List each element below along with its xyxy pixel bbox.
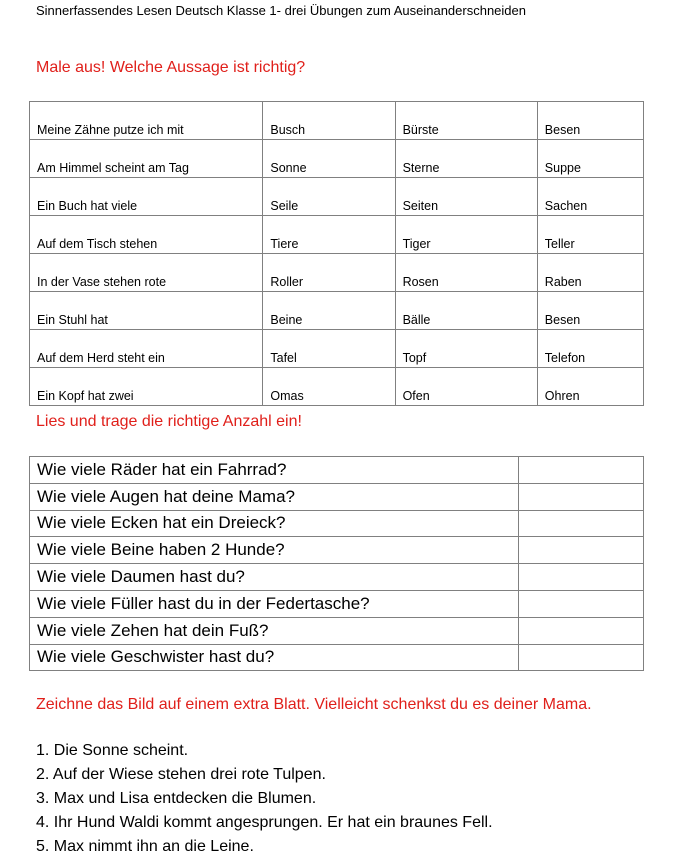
question-cell: Wie viele Ecken hat ein Dreieck? [30, 510, 519, 537]
option-cell[interactable]: Besen [537, 102, 643, 140]
answer-cell[interactable] [518, 457, 643, 484]
option-cell[interactable]: Raben [537, 254, 643, 292]
section2-heading: Lies und trage die richtige Anzahl ein! [36, 413, 302, 430]
option-cell[interactable]: Sonne [263, 140, 395, 178]
table-row [30, 330, 644, 368]
list-item: 5. Max nimmt ihn an die Leine. [36, 838, 254, 855]
answer-cell[interactable] [518, 537, 643, 564]
question-cell: Wie viele Füller hast du in der Federtasche? [30, 590, 519, 617]
statement-cell: Ein Kopf hat zwei [30, 368, 263, 406]
table-row [30, 483, 644, 510]
count-table [29, 456, 644, 671]
list-item: 3. Max und Lisa entdecken die Blumen. [36, 790, 317, 807]
question-cell: Wie viele Augen hat deine Mama? [30, 483, 519, 510]
choice-table [29, 101, 644, 406]
option-cell[interactable]: Seile [263, 178, 395, 216]
option-cell[interactable]: Roller [263, 254, 395, 292]
answer-cell[interactable] [518, 590, 643, 617]
option-cell[interactable]: Bürste [395, 102, 537, 140]
statement-cell: Ein Buch hat viele [30, 178, 263, 216]
option-cell[interactable]: Sachen [537, 178, 643, 216]
statement-cell: In der Vase stehen rote [30, 254, 263, 292]
table-row [30, 564, 644, 591]
list-item: 1. Die Sonne scheint. [36, 742, 189, 759]
question-cell: Wie viele Zehen hat dein Fuß? [30, 617, 519, 644]
option-cell[interactable]: Teller [537, 216, 643, 254]
answer-cell[interactable] [518, 617, 643, 644]
option-cell[interactable]: Topf [395, 330, 537, 368]
option-cell[interactable]: Busch [263, 102, 395, 140]
option-cell[interactable]: Tiger [395, 216, 537, 254]
table-row [30, 457, 644, 484]
table-row [30, 292, 644, 330]
table-row [30, 644, 644, 671]
table-row [30, 178, 644, 216]
option-cell[interactable]: Ohren [537, 368, 643, 406]
option-cell[interactable]: Tiere [263, 216, 395, 254]
answer-cell[interactable] [518, 564, 643, 591]
statement-cell: Am Himmel scheint am Tag [30, 140, 263, 178]
answer-cell[interactable] [518, 483, 643, 510]
question-cell: Wie viele Geschwister hast du? [30, 644, 519, 671]
option-cell[interactable]: Sterne [395, 140, 537, 178]
question-cell: Wie viele Beine haben 2 Hunde? [30, 537, 519, 564]
option-cell[interactable]: Beine [263, 292, 395, 330]
question-cell: Wie viele Räder hat ein Fahrrad? [30, 457, 519, 484]
table-row [30, 590, 644, 617]
table-row [30, 368, 644, 406]
table-row [30, 617, 644, 644]
table-row [30, 216, 644, 254]
table-row [30, 510, 644, 537]
option-cell[interactable]: Seiten [395, 178, 537, 216]
section3-heading: Zeichne das Bild auf einem extra Blatt. Vielleicht schenkst du es deiner Mama. [36, 696, 592, 713]
document-title: Sinnerfassendes Lesen Deutsch Klasse 1- drei Übungen zum Auseinanderschneiden [36, 3, 526, 18]
list-item: 4. Ihr Hund Waldi kommt angesprungen. Er hat ein braunes Fell. [36, 814, 493, 831]
statement-cell: Ein Stuhl hat [30, 292, 263, 330]
option-cell[interactable]: Tafel [263, 330, 395, 368]
list-item: 2. Auf der Wiese stehen drei rote Tulpen. [36, 766, 326, 783]
option-cell[interactable]: Bälle [395, 292, 537, 330]
option-cell[interactable]: Ofen [395, 368, 537, 406]
drawing-steps-list [36, 739, 493, 859]
option-cell[interactable]: Telefon [537, 330, 643, 368]
option-cell[interactable]: Suppe [537, 140, 643, 178]
table-row [30, 140, 644, 178]
statement-cell: Meine Zähne putze ich mit [30, 102, 263, 140]
question-cell: Wie viele Daumen hast du? [30, 564, 519, 591]
statement-cell: Auf dem Herd steht ein [30, 330, 263, 368]
option-cell[interactable]: Rosen [395, 254, 537, 292]
answer-cell[interactable] [518, 510, 643, 537]
option-cell[interactable]: Omas [263, 368, 395, 406]
statement-cell: Auf dem Tisch stehen [30, 216, 263, 254]
answer-cell[interactable] [518, 644, 643, 671]
table-row [30, 254, 644, 292]
option-cell[interactable]: Besen [537, 292, 643, 330]
section1-heading: Male aus! Welche Aussage ist richtig? [36, 59, 306, 76]
table-row [30, 102, 644, 140]
table-row [30, 537, 644, 564]
